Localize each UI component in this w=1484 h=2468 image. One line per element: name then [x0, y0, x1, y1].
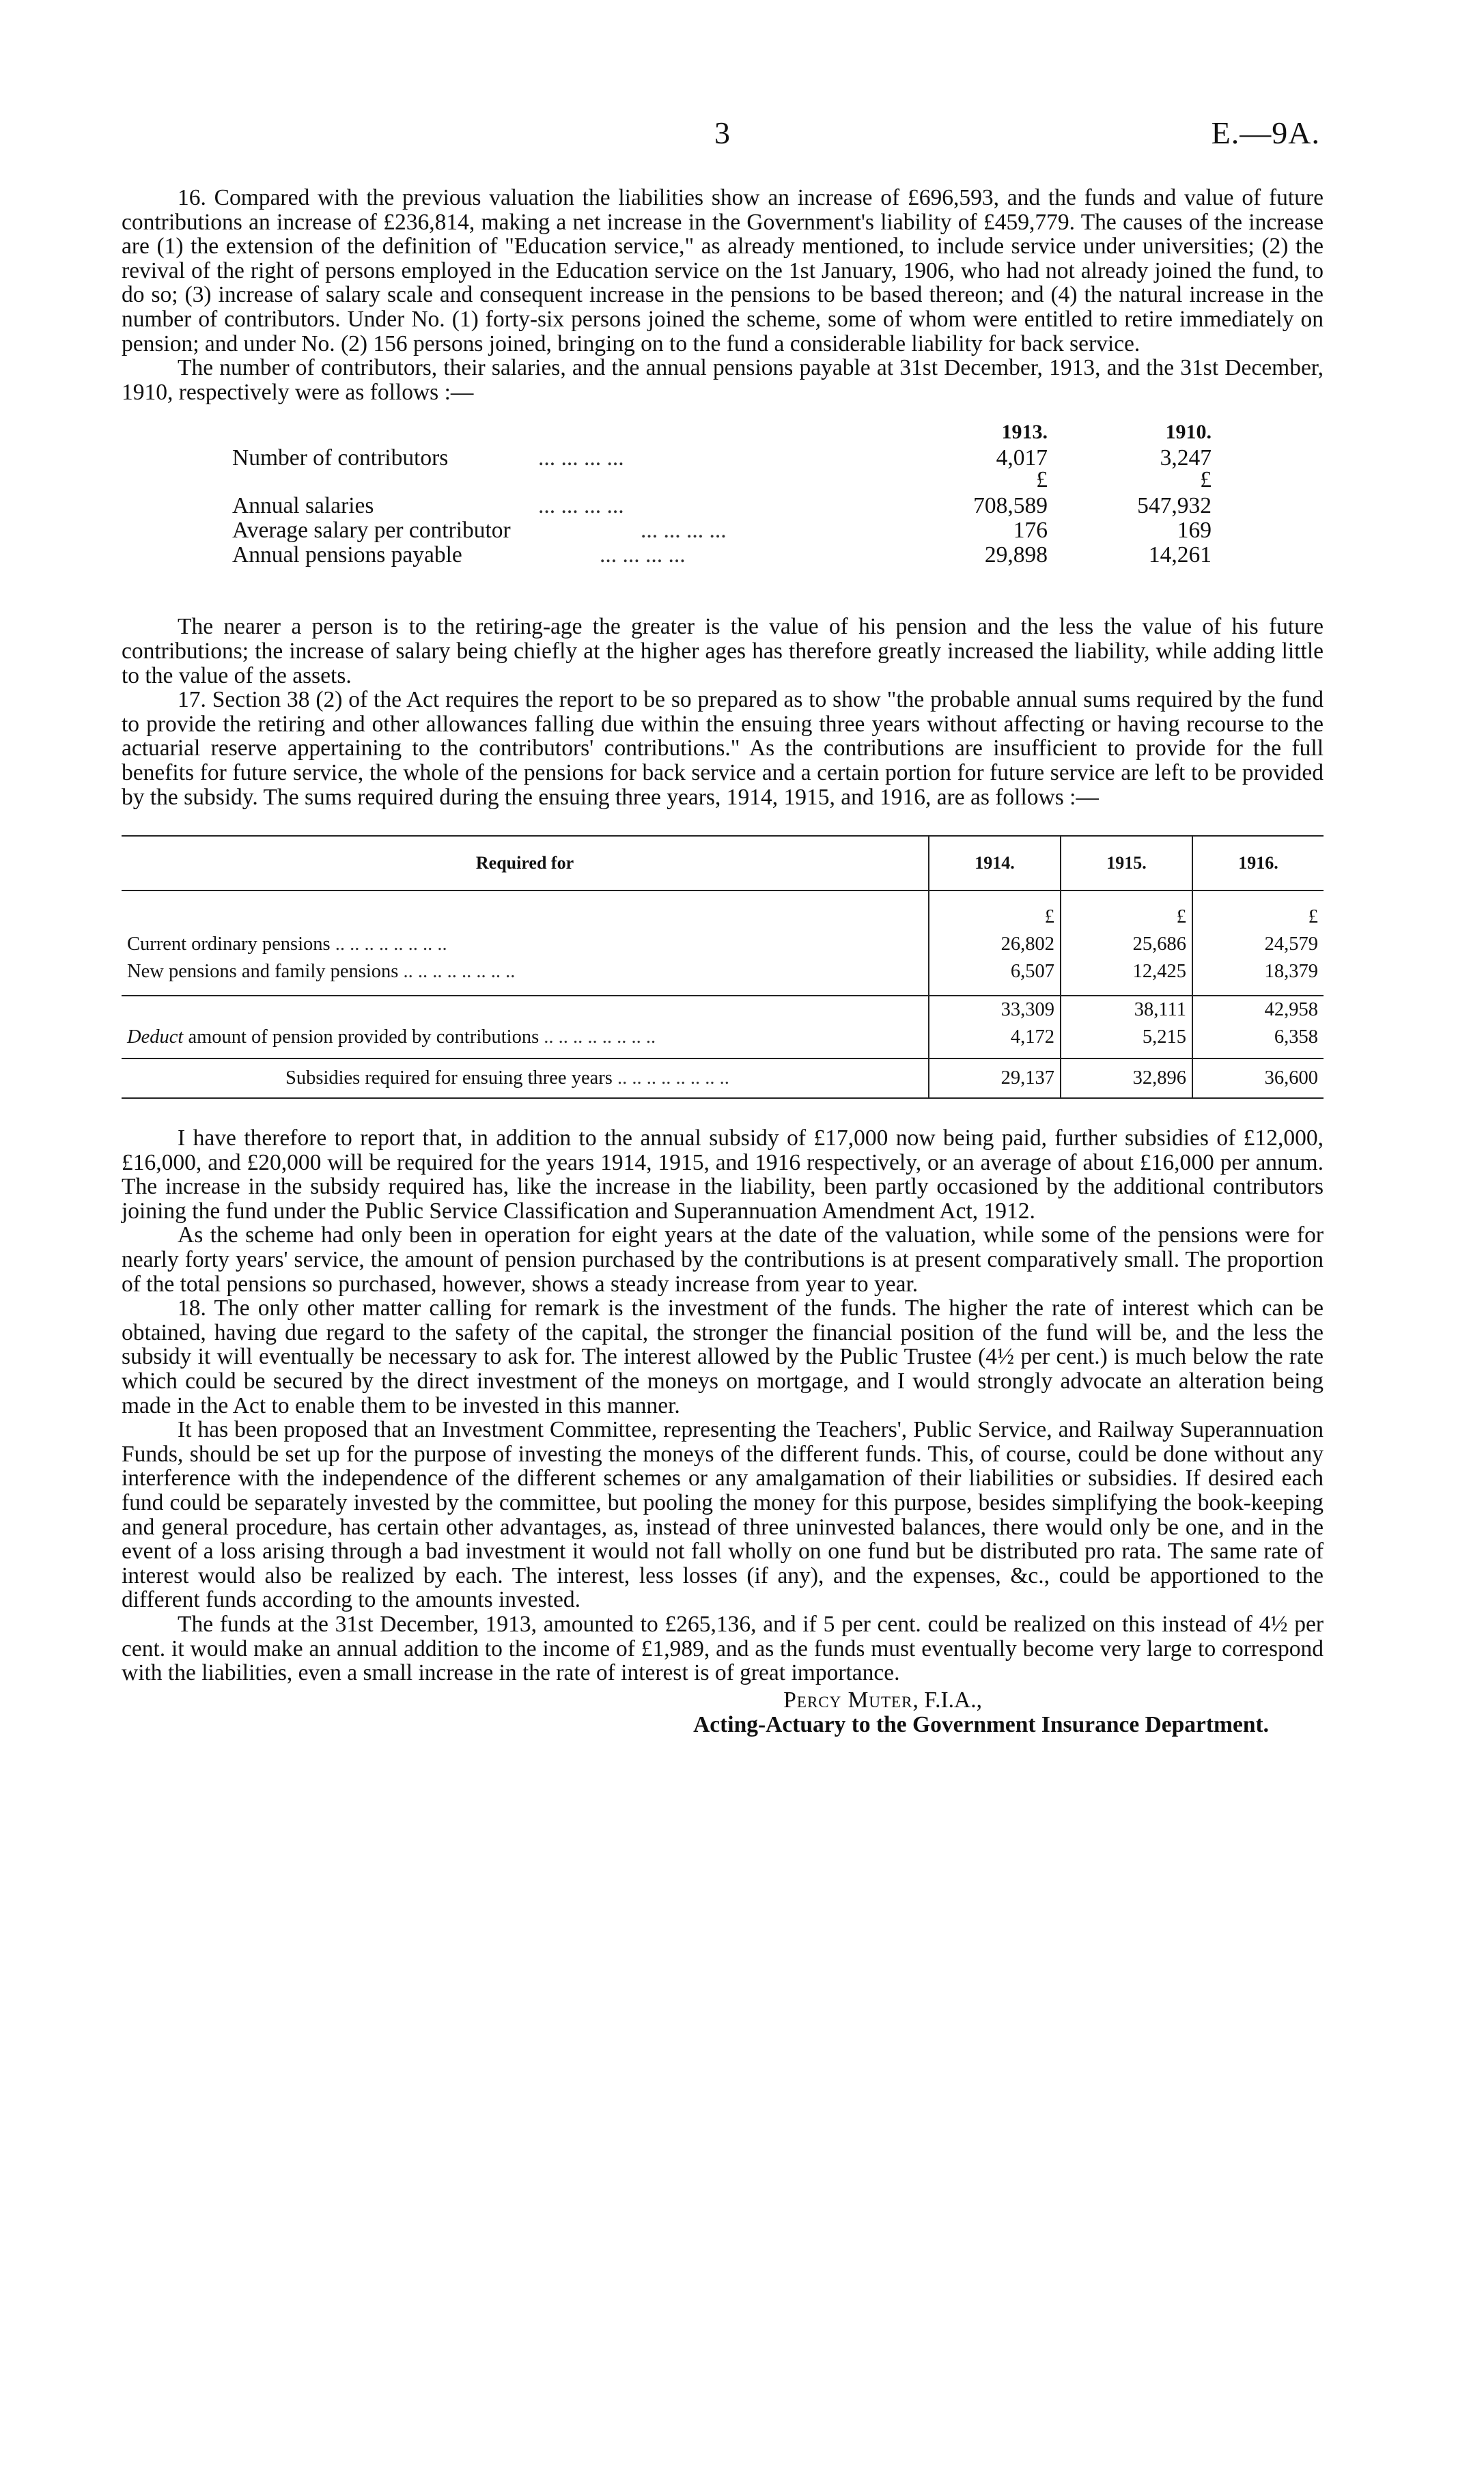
paragraph-17: 17. Section 38 (2) of the Act requires the report to be so prepared as to show "the probable annual sums required by the fund to provide the retiring and other allowances falling due within the ensuing three years without affecting or having recourse to the actuarial reserve appertaining to the contributors' contributions." As the contributions are insufficient to provide for the full benefits for future service, the whole of the pensions for back service and a certain portion for future service are left to be provided by the subsidy. The sums required during the ensuing three years, 1914, 1915, and 1916, are as follows :— — [122, 687, 1324, 810]
document-code: E.—9A. — [1211, 115, 1320, 150]
table-row — [122, 891, 1324, 931]
paragraph-18: 18. The only other matter calling for remark is the investment of the funds. The higher the rate of interest which can be obtained, having due regard to the safety of the capital, the stronger the financial position of the fund will be, and the less the subsidy it will eventually be necessary to ask for. The interest allowed by the Public Trustee (4½ per cent.) is much below the rate which could be secured by the direct investment of the moneys on mortgage, and I would strongly advocate an alteration being made in the Act to enable them to be invested in this manner. — [122, 1295, 1324, 1418]
deduct-label-text: amount of pension provided by contributions — [183, 1026, 540, 1048]
stats-row-leader: ... ... ... ... — [600, 542, 686, 568]
table-cell: 18,379 — [1192, 958, 1324, 996]
stats-year-1913: 1913. — [1001, 421, 1048, 444]
table-header-1915: 1915. — [1061, 836, 1192, 891]
table-cell: 26,802 — [929, 931, 1061, 958]
stats-row-label: Annual pensions payable — [232, 542, 462, 568]
signature-qualification: , F.I.A., — [912, 1687, 982, 1713]
contributors-statistics-table — [122, 421, 1324, 589]
signature-title: Acting-Actuary to the Government Insurance Department. — [693, 1711, 1269, 1737]
paragraph-18-funds: The funds at the 31st December, 1913, amounted to £265,136, and if 5 per cent. could be realized on this instead of 4½ per cent. it would make an annual addition to the income of £1,989, and as the funds must eventually become very large to correspond with the liabilities, even a small increase in the rate of interest is of great importance. — [122, 1611, 1324, 1686]
paragraph-16-contributors-intro: The number of contributors, their salaries, and the annual pensions payable at 31st December, 1913, and the 31st December, 1910, respectively were as follows :— — [122, 355, 1324, 405]
stats-pound-sign: £ — [1200, 467, 1212, 493]
table-header-1916: 1916. — [1192, 836, 1324, 891]
table-cell: 29,137 — [929, 1058, 1061, 1098]
stats-row-label: Number of contributors — [232, 445, 449, 471]
stats-cell: 176 — [1013, 518, 1048, 544]
table-cell: 42,958 — [1192, 996, 1324, 1024]
table-cell: 6,358 — [1192, 1024, 1324, 1058]
stats-row-leader: ... ... ... ... — [538, 493, 624, 519]
table-cell: 36,600 — [1192, 1058, 1324, 1098]
table-cell: 12,425 — [1061, 958, 1192, 996]
table-row-leader: .. .. .. .. .. .. .. .. — [335, 934, 447, 955]
table-cell: £ — [1192, 891, 1324, 931]
table-cell: 32,896 — [1061, 1058, 1192, 1098]
table-cell: 6,507 — [929, 958, 1061, 996]
stats-cell: 14,261 — [1148, 542, 1212, 568]
table-row-label: New pensions and family pensions — [127, 961, 399, 983]
stats-cell: 708,589 — [973, 493, 1048, 519]
table-row — [122, 958, 1324, 996]
table-header-row — [122, 836, 1324, 891]
stats-cell: 169 — [1177, 518, 1212, 544]
table-cell: 5,215 — [1061, 1024, 1192, 1058]
table-total-label: Subsidies required for ensuing three years — [285, 1067, 613, 1089]
page-number: 3 — [714, 115, 730, 150]
stats-cell: 3,247 — [1160, 445, 1212, 471]
paragraph-18-investment-committee: It has been proposed that an Investment Committee, representing the Teachers', Public Service, and Railway Superannuation Funds, should be set up for the purpose of investing the moneys of the different funds. This, of course, could be done without any interference with the independence of the different schemes or any amalgamation of their liabilities or subsidies. If desired each fund could be separately invested by the committee, but pooling the money for this purpose, besides simplifying the book-keeping and general procedure, has certain other advantages, as, instead of three uninvested balances, there would only be one, and in the event of a loss arising through a bad investment it would not fall wholly on one fund but be distributed pro rata. The same rate of interest would also be realized by each. The interest, less losses (if any), and the expenses, &c., could be apportioned to the different funds according to the amounts invested. — [122, 1417, 1324, 1613]
signature-name-text: Percy Muter — [783, 1687, 913, 1713]
table-row-leader: .. .. .. .. .. .. .. .. — [403, 961, 516, 983]
stats-cell: 29,898 — [984, 542, 1048, 568]
stats-row-leader: ... ... ... ... — [538, 445, 624, 471]
table-header-required-for: Required for — [122, 836, 929, 891]
table-cell: £ — [1061, 891, 1192, 931]
table-cell: 33,309 — [929, 996, 1061, 1024]
document-body — [122, 186, 1324, 1737]
paragraph-17-subsidy-report: I have therefore to report that, in addition to the annual subsidy of £17,000 now being paid, further subsidies of £12,000, £16,000, and £20,000 will be required for the years 1914, 1915, and 1916 respectively, or an average of about £16,000 per annum. The increase in the subsidy required has, like the increase in the liability, been partly occasioned by the additional contributors joining the fund under the Public Service Classification and Superannuation Amendment Act, 1912. — [122, 1125, 1324, 1224]
stats-cell: 4,017 — [996, 445, 1048, 471]
subsidy-requirements-table — [122, 835, 1324, 1099]
table-deduct-row — [122, 1024, 1324, 1058]
stats-pound-sign: £ — [1036, 467, 1048, 493]
stats-cell: 547,932 — [1137, 493, 1212, 519]
stats-row-label: Average salary per contributor — [232, 518, 511, 544]
table-row — [122, 931, 1324, 958]
page-header — [0, 115, 1484, 156]
table-subtotal-row — [122, 996, 1324, 1024]
table-cell: 38,111 — [1061, 996, 1192, 1024]
table-cell: 24,579 — [1192, 931, 1324, 958]
table-row-leader: .. .. .. .. .. .. .. .. — [617, 1067, 729, 1089]
table-row-label: Current ordinary pensions — [127, 934, 331, 955]
paragraph-17-pension-purchase: As the scheme had only been in operation for eight years at the date of the valuation, while some of the pensions were for nearly forty years' service, the amount of pension purchased by the contributions is at present comparatively small. The proportion of the total pensions so purchased, however, shows a steady increase from year to year. — [122, 1222, 1324, 1297]
signature-name — [122, 1688, 1324, 1713]
table-header-1914: 1914. — [929, 836, 1061, 891]
paragraph-16-age-note: The nearer a person is to the retiring-age the greater is the value of his pension and the less the value of his future contributions; the increase of salary being chiefly at the higher ages has therefore greatly increased the liability, while adding little to the value of the assets. — [122, 614, 1324, 688]
stats-row-label: Annual salaries — [232, 493, 374, 519]
table-cell: 25,686 — [1061, 931, 1192, 958]
table-row-leader: .. .. .. .. .. .. .. .. — [544, 1026, 656, 1048]
table-total-row — [122, 1058, 1324, 1098]
deduct-label-emphasis: Deduct — [127, 1026, 184, 1048]
table-cell: 4,172 — [929, 1024, 1061, 1058]
table-cell: £ — [929, 891, 1061, 931]
stats-year-1910: 1910. — [1165, 421, 1212, 444]
paragraph-16: 16. Compared with the previous valuation the liabilities show an increase of £696,593, and the funds and value of future contributions an increase of £236,814, making a net increase in the Government's liability of £459,779. The causes of the increase are (1) the extension of the definition of "Education service," as already mentioned, to include service under universities; (2) the revival of the right of persons employed in the Education service on the 1st January, 1906, who had not already joined the fund, to do so; (3) increase of salary scale and consequent increase in the pensions to be based thereon; and (4) the natural increase in the number of contributors. Under No. (1) forty-six persons joined the scheme, some of whom were entitled to retire immediately on pension; and under No. (2) 156 persons joined, bringing on to the fund a considerable liability for back service. — [122, 185, 1324, 356]
stats-row-leader: ... ... ... ... — [641, 518, 727, 544]
